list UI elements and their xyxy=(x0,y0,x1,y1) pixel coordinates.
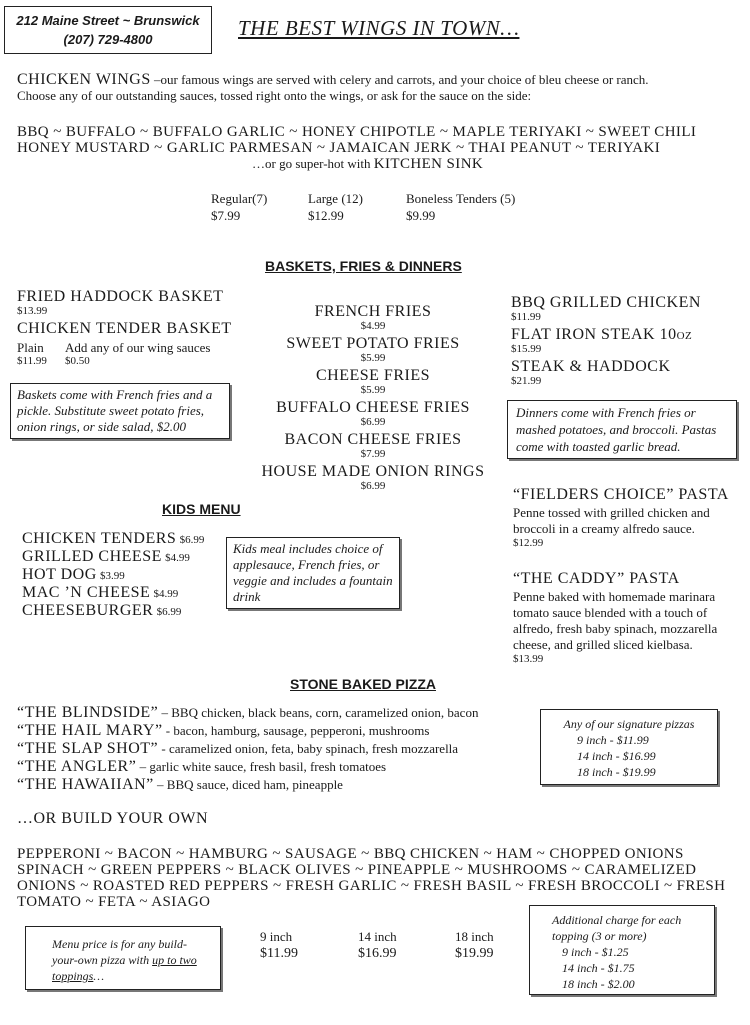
build-size-label: 14 inch xyxy=(358,929,397,944)
pizza-name: “THE HAIL MARY” xyxy=(17,722,163,739)
tagline: THE BEST WINGS IN TOWN… xyxy=(238,16,520,40)
fries-item xyxy=(250,432,496,464)
kids-price: $4.99 xyxy=(153,588,179,600)
kids-price: $6.99 xyxy=(156,606,182,618)
fries-name: BUFFALO CHEESE FRIES xyxy=(276,399,470,416)
dinner-item xyxy=(511,359,743,391)
build-note-emphasis: up to two toppings xyxy=(52,953,197,983)
kids-item xyxy=(22,585,222,603)
hot-prefix: …or go super-hot with xyxy=(252,156,374,171)
kids-price: $6.99 xyxy=(179,534,205,546)
build-your-own-title: …OR BUILD YOUR OWN xyxy=(17,810,209,827)
signature-price-14: 14 inch - $16.99 xyxy=(577,749,656,763)
kids-name: GRILLED CHEESE xyxy=(22,548,162,565)
size-label: Large (12) xyxy=(308,191,363,206)
hot-sauce-line xyxy=(252,156,483,172)
addon-label: Add any of our wing sauces xyxy=(65,340,211,355)
dinner-name: BBQ GRILLED CHICKEN xyxy=(511,294,701,311)
address: 212 Maine Street ~ Brunswick xyxy=(16,13,200,28)
dinner-item xyxy=(511,327,743,359)
pizza-name: “THE SLAP SHOT” xyxy=(17,740,159,757)
fries-item xyxy=(250,368,496,400)
pizza-name: “THE HAWAIIAN” xyxy=(17,776,154,793)
pizza-desc: – BBQ sauce, diced ham, pineapple xyxy=(153,777,343,792)
fries-column xyxy=(250,304,496,496)
sauces-line-2: HONEY MUSTARD ~ GARLIC PARMESAN ~ JAMAICAN JERK ~ THAI PEANUT ~ TERIYAKI xyxy=(17,140,661,156)
pasta-name: “THE CADDY” PASTA xyxy=(513,570,680,587)
kids-price: $3.99 xyxy=(100,570,125,582)
pizza-special xyxy=(17,705,527,723)
pasta-desc: Penne baked with homemade marinara tomato sauce blended with a touch of alfredo, fresh baby spinach, mozzarella cheese, and grilled sliced kielbasa. xyxy=(513,589,718,652)
fries-item xyxy=(250,304,496,336)
extra-topping-price-18: 18 inch - $2.00 xyxy=(562,977,635,991)
tender-basket-options xyxy=(17,341,247,367)
toppings-line-1: PEPPERONI ~ BACON ~ HAMBURG ~ SAUSAGE ~ BBQ CHICKEN ~ HAM ~ CHOPPED ONIONS xyxy=(17,846,684,862)
pizza-desc: – BBQ chicken, black beans, corn, caramelized onion, bacon xyxy=(158,705,479,720)
size-label: Boneless Tenders (5) xyxy=(406,191,516,206)
basket-note-box: Baskets come with French fries and a pickle. Substitute sweet potato fries, onion rings, or side salad, $2.00 xyxy=(10,383,230,439)
build-size-14 xyxy=(358,928,397,962)
dinner-name: FLAT IRON STEAK 10oz xyxy=(511,326,693,343)
wings-title: CHICKEN WINGS xyxy=(17,71,151,88)
pasta-price: $12.99 xyxy=(513,537,544,549)
pizza-desc: - caramelized onion, feta, baby spinach, fresh mozzarella xyxy=(158,741,459,756)
pizza-special xyxy=(17,741,527,759)
kids-note-box: Kids meal includes choice of applesauce, French fries, or veggie and includes a fountain drink xyxy=(226,537,400,609)
extra-topping-title: Additional charge for each topping (3 or more) xyxy=(552,913,682,943)
kids-heading: KIDS MENU xyxy=(162,501,241,517)
haddock-basket-name: FRIED HADDOCK BASKET xyxy=(17,288,224,305)
pasta-price: $13.99 xyxy=(513,653,544,665)
kids-item xyxy=(22,603,222,621)
pizza-name: “THE BLINDSIDE” xyxy=(17,704,159,721)
fries-price: $5.99 xyxy=(360,352,386,364)
fries-price: $4.99 xyxy=(360,320,386,332)
address-box xyxy=(4,6,212,54)
fries-item xyxy=(250,400,496,432)
fries-name: FRENCH FRIES xyxy=(314,303,432,320)
signature-price-box xyxy=(540,709,718,785)
signature-title: Any of our signature pizzas xyxy=(563,717,695,731)
dinner-item xyxy=(511,295,743,327)
wing-size-boneless xyxy=(406,190,515,224)
pizza-name: “THE ANGLER” xyxy=(17,758,137,775)
build-size-price: $11.99 xyxy=(260,946,298,961)
wings-description xyxy=(17,72,742,104)
toppings-line-2: SPINACH ~ GREEN PEPPERS ~ BLACK OLIVES ~ PINEAPPLE ~ MUSHROOMS ~ CARAMELIZED xyxy=(17,862,697,878)
kids-name: MAC ’N CHEESE xyxy=(22,584,151,601)
addon-price: $0.50 xyxy=(65,355,90,367)
kids-item xyxy=(22,567,222,585)
pasta-name: “FIELDERS CHOICE” PASTA xyxy=(513,486,729,503)
kids-name: HOT DOG xyxy=(22,566,97,583)
fries-price: $6.99 xyxy=(360,480,386,492)
plain-label: Plain xyxy=(17,340,44,355)
dinner-note-box: Dinners come with French fries or mashed potatoes, and broccoli. Pastas come with toasted garlic bread. xyxy=(507,400,737,459)
fries-item xyxy=(250,336,496,368)
hot-sauce-name: KITCHEN SINK xyxy=(373,156,484,172)
signature-price-9: 9 inch - $11.99 xyxy=(577,733,649,747)
dinner-price: $21.99 xyxy=(511,375,542,387)
pizza-desc: – garlic white sauce, fresh basil, fresh tomatoes xyxy=(136,759,387,774)
pizza-specials xyxy=(17,705,527,795)
phone: (207) 729-4800 xyxy=(63,32,153,47)
dinner-name: STEAK & HADDOCK xyxy=(511,358,671,375)
kids-name: CHICKEN TENDERS xyxy=(22,530,177,547)
pasta-desc: Penne tossed with grilled chicken and broccoli in a creamy alfredo sauce. xyxy=(513,505,710,536)
basket-column xyxy=(17,289,247,367)
plain-option xyxy=(17,341,65,367)
kids-name: CHEESEBURGER xyxy=(22,602,154,619)
build-size-18 xyxy=(455,928,494,962)
fries-name: CHEESE FRIES xyxy=(315,367,430,384)
build-size-label: 9 inch xyxy=(260,929,293,944)
sauces-line-1: BBQ ~ BUFFALO ~ BUFFALO GARLIC ~ HONEY CHIPOTLE ~ MAPLE TERIYAKI ~ SWEET CHILI xyxy=(17,124,697,140)
baskets-heading: BASKETS, FRIES & DINNERS xyxy=(265,258,462,274)
pizza-special xyxy=(17,759,527,777)
size-label: Regular(7) xyxy=(211,191,268,206)
wings-desc-2: Choose any of our outstanding sauces, tossed right onto the wings, or ask for the sauce on the side: xyxy=(17,88,532,103)
toppings-line-4: TOMATO ~ FETA ~ ASIAGO xyxy=(17,894,211,910)
fries-name: BACON CHEESE FRIES xyxy=(284,431,462,448)
kids-list xyxy=(22,531,222,621)
build-note-text: Menu price is for any build-your-own pizza with xyxy=(52,937,187,967)
build-size-price: $19.99 xyxy=(455,946,494,961)
plain-price: $11.99 xyxy=(17,355,47,367)
wing-size-large xyxy=(308,190,363,224)
size-price: $12.99 xyxy=(308,208,344,223)
dinner-price: $11.99 xyxy=(511,311,541,323)
topping-list xyxy=(17,846,742,910)
dinner-column xyxy=(511,295,743,391)
pizza-desc: - bacon, hamburg, sausage, pepperoni, mushrooms xyxy=(162,723,430,738)
kids-item xyxy=(22,531,222,549)
extra-topping-box xyxy=(529,905,715,995)
sauce-list xyxy=(17,124,742,156)
build-size-label: 18 inch xyxy=(455,929,494,944)
pasta-caddy xyxy=(513,571,741,665)
fries-price: $7.99 xyxy=(360,448,386,460)
extra-topping-price-9: 9 inch - $1.25 xyxy=(562,945,629,959)
build-size-9 xyxy=(260,928,298,962)
build-size-price: $16.99 xyxy=(358,946,397,961)
tender-basket-name: CHICKEN TENDER BASKET xyxy=(17,320,232,337)
pasta-fielders xyxy=(513,487,739,549)
toppings-line-3: ONIONS ~ ROASTED RED PEPPERS ~ FRESH GARLIC ~ FRESH BASIL ~ FRESH BROCCOLI ~ FRESH xyxy=(17,878,726,894)
extra-topping-price-14: 14 inch - $1.75 xyxy=(562,961,635,975)
fries-name: SWEET POTATO FRIES xyxy=(286,335,460,352)
pizza-special xyxy=(17,723,527,741)
pizza-heading: STONE BAKED PIZZA xyxy=(290,676,436,692)
fries-item xyxy=(250,464,496,496)
build-note-ellipsis: … xyxy=(93,969,105,983)
build-note-box xyxy=(25,926,221,990)
haddock-basket-price: $13.99 xyxy=(17,305,48,317)
addon-option xyxy=(65,341,211,367)
pizza-special xyxy=(17,777,527,795)
signature-price-18: 18 inch - $19.99 xyxy=(577,765,656,779)
fries-price: $6.99 xyxy=(360,416,386,428)
wing-size-regular xyxy=(211,190,267,224)
fries-name: HOUSE MADE ONION RINGS xyxy=(261,463,485,480)
wings-desc-1: –our famous wings are served with celery and carrots, and your choice of bleu cheese or ranch. xyxy=(150,72,649,87)
size-price: $7.99 xyxy=(211,208,241,223)
kids-item xyxy=(22,549,222,567)
dinner-price: $15.99 xyxy=(511,343,542,355)
kids-price: $4.99 xyxy=(165,552,190,564)
fries-price: $5.99 xyxy=(360,384,386,396)
size-price: $9.99 xyxy=(406,208,436,223)
